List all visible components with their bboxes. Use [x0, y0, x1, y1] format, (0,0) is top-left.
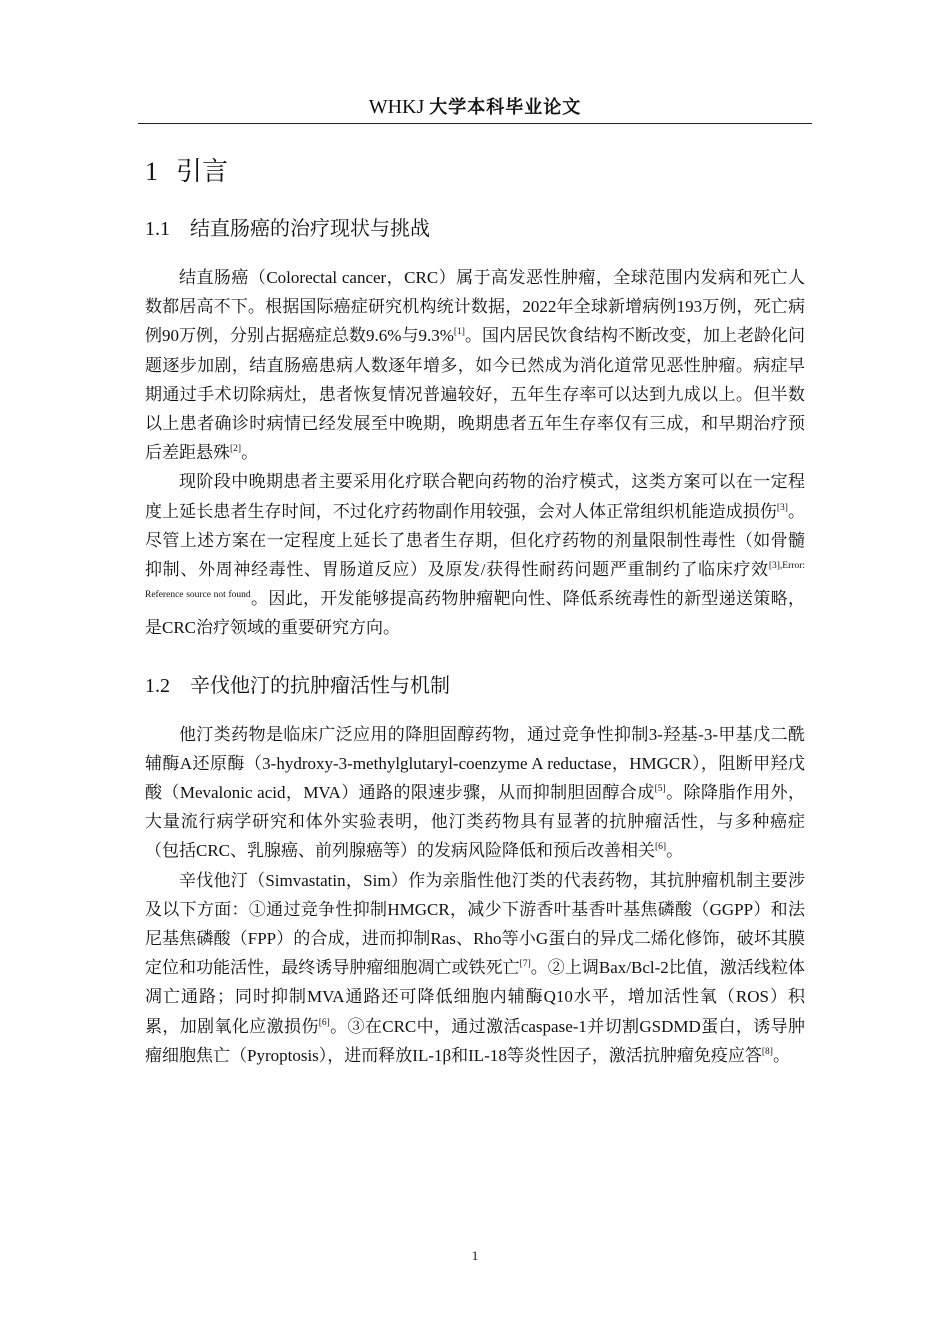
- citation[interactable]: [3],Error: Reference source not found: [145, 561, 805, 601]
- chapter-number: 1: [145, 157, 158, 186]
- chapter-heading: [145, 150, 805, 194]
- paragraph-text: 。尽管上述方案在一定程度上延长了患者生存期，但化疗药物的剂量限制性毒性（如骨髓抑制、外周神经毒性、胃肠道反应）及原发/获得性耐药问题严重制约了临床疗效: [145, 501, 805, 580]
- paragraph-text: 。②上调Bax/Bcl-2比值，激活线粒体凋亡通路；同时抑制MVA通路还可降低细胞内辅酶Q10水平，增加活性氧（ROS）积累，加剧氧化应激损伤: [145, 958, 805, 1036]
- paragraph-1-1-b: [145, 467, 805, 642]
- chapter-title: 引言: [176, 157, 229, 187]
- section-heading-1-2: [145, 669, 805, 702]
- paragraph-text: 。: [772, 1045, 790, 1065]
- paragraph-text: 。因此，开发能够提高药物肿瘤靶向性、降低系统毒性的新型递送策略，是CRC治疗领域的重要研究方向。: [145, 589, 806, 638]
- paragraph-1-2-b: [145, 866, 805, 1070]
- paragraph-text: 。: [666, 841, 684, 861]
- citation[interactable]: [6]: [655, 842, 667, 853]
- paragraph-text: 现阶段中晚期患者主要采用化疗联合靶向药物的治疗模式，这类方案可以在一定程度上延长患者生存时间，不过化疗药物副作用较强，会对人体正常组织机能造成损伤: [145, 472, 805, 521]
- page-header: [138, 92, 812, 122]
- section-number: 1.2: [145, 674, 170, 697]
- citation[interactable]: [8]: [761, 1046, 773, 1057]
- paragraph-text: 辛伐他汀（Simvastatin，Sim）作为亲脂性他汀类的代表药物，其抗肿瘤机制主要涉及以下方面：①通过竞争性抑制HMGCR，减少下游香叶基香叶基焦磷酸（GGPP）和法尼基焦磷酸（FPP）的合成，进而抑制Ras、Rho等小G蛋白的异戊二烯化修饰，破坏其膜定位和功能活性，最终诱导肿瘤细胞凋亡或铁死亡: [145, 870, 805, 978]
- header-rule: [138, 123, 812, 124]
- citation[interactable]: [6]: [318, 1017, 330, 1028]
- citation[interactable]: [3]: [776, 502, 788, 513]
- citation[interactable]: [1]: [453, 327, 465, 338]
- page-body: [145, 150, 805, 1070]
- paragraph-text: 。国内居民饮食结构不断改变，加上老龄化问题逐步加剧，结直肠癌患病人数逐年增多，如今已然成为消化道常见恶性肿瘤。病症早期通过手术切除病灶，患者恢复情况普遍较好，五年生存率可以达到九成以上。但半数以上患者确诊时病情已经发展至中晚期，晚期患者五年生存率仅有三成，和早期治疗预后差距悬殊: [145, 326, 806, 463]
- citation[interactable]: [2]: [230, 444, 242, 455]
- section-title: 结直肠癌的治疗现状与挑战: [190, 216, 430, 240]
- header-title: 大学本科毕业论文: [429, 97, 582, 118]
- paragraph-text: 。除降脂作用外，大量流行病学研究和体外实验表明，他汀类药物具有显著的抗肿瘤活性，与多种癌症（包括CRC、乳腺癌、前列腺癌等）的发病风险降低和预后改善相关: [145, 783, 805, 861]
- paragraph-text: 他汀类药物是临床广泛应用的降胆固醇药物，通过竞争性抑制3-羟基-3-甲基戊二酰辅酶A还原酶（3-hydroxy-3-methylglutaryl-coenzyme A reductase，HMGCR），阻断甲羟戊酸（Mevalonic acid，MVA）通路的限速步骤，从而抑制胆固醇合成: [145, 724, 805, 803]
- section-heading-1-1: [145, 212, 805, 245]
- paragraph-1-2-a: [145, 720, 805, 866]
- citation[interactable]: [7]: [519, 959, 531, 970]
- paragraph-text: 结直肠癌（Colorectal cancer，CRC）属于高发恶性肿瘤，全球范围内发病和死亡人数都居高不下。根据国际癌症研究机构统计数据，2022年全球新增病例193万例，死亡病例90万例，分别占据癌症总数9.6%与9.3%: [145, 268, 805, 346]
- section-number: 1.1: [145, 218, 170, 240]
- paragraph-text: 。: [241, 443, 259, 463]
- citation[interactable]: [5]: [654, 784, 666, 795]
- header-prefix: WHKJ: [368, 96, 425, 118]
- section-title: 辛伐他汀的抗肿瘤活性与机制: [190, 672, 450, 697]
- paragraph-1-1-a: [145, 263, 805, 467]
- paragraph-text: 。③在CRC中，通过激活caspase-1并切割GSDMD蛋白，诱导肿瘤细胞焦亡（Pyroptosis），进而释放IL-1β和IL-18等炎性因子，激活抗肿瘤免疫应答: [145, 1016, 805, 1065]
- page-number: 1: [471, 1248, 479, 1263]
